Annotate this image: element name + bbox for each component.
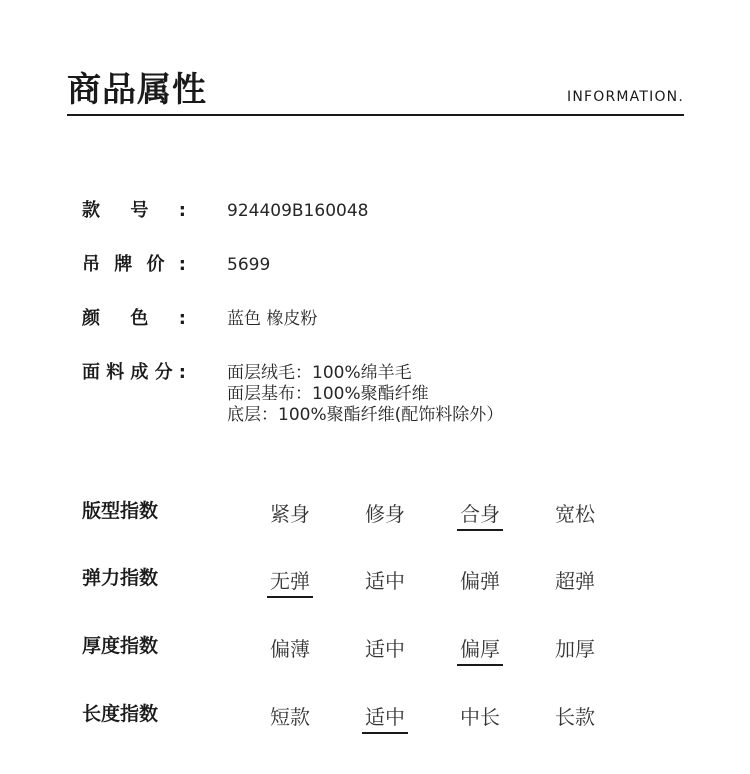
index-row-fit [82,499,622,533]
index-option-fit-4: 宽松 [555,502,595,526]
index-option-length-1: 短款 [270,705,310,729]
page-title: 商品属性 [67,70,207,110]
index-option-elasticity-1: 无弹 [267,569,313,598]
index-option-thickness-3: 偏厚 [457,637,503,666]
index-option-elasticity-2: 适中 [365,569,405,593]
index-option-thickness-2: 适中 [365,637,405,661]
fabric-line-pile: 面层绒毛：100%绵羊毛 [227,363,412,383]
index-label-elasticity: 弹力指数 [82,567,159,589]
attr-label-color: 颜色: [82,308,186,329]
index-option-thickness-1: 偏薄 [270,637,310,661]
fabric-line-bottom: 底层：100%聚酯纤维(配饰料除外） [227,405,504,425]
attr-value-color: 蓝色 橡皮粉 [227,309,318,329]
index-option-length-2: 适中 [362,705,408,734]
attr-value-tag-price: 5699 [227,255,271,275]
index-option-fit-3: 合身 [457,502,503,531]
index-option-length-3: 中长 [460,705,500,729]
index-row-elasticity [82,566,622,600]
index-option-thickness-4: 加厚 [555,637,595,661]
index-label-thickness: 厚度指数 [82,635,159,657]
section-header [67,64,684,116]
index-option-elasticity-3: 偏弹 [460,569,500,593]
index-row-length [82,702,622,736]
index-row-thickness [82,634,622,668]
attr-value-fabric [227,363,503,426]
index-option-fit-2: 修身 [365,502,405,526]
index-option-elasticity-4: 超弹 [555,569,595,593]
attr-value-style-no: 924409B160048 [227,201,369,221]
attr-label-style-no: 款号: [82,200,186,221]
index-option-length-4: 长款 [555,705,595,729]
index-option-fit-1: 紧身 [270,502,310,526]
fabric-line-base: 面层基布：100%聚酯纤维 [227,384,429,404]
page-subtitle: INFORMATION. [567,89,684,105]
attr-label-tag-price: 吊牌价: [82,254,186,275]
attr-label-fabric: 面料成分: [82,362,186,383]
index-label-length: 长度指数 [82,703,159,725]
index-label-fit: 版型指数 [82,500,159,522]
